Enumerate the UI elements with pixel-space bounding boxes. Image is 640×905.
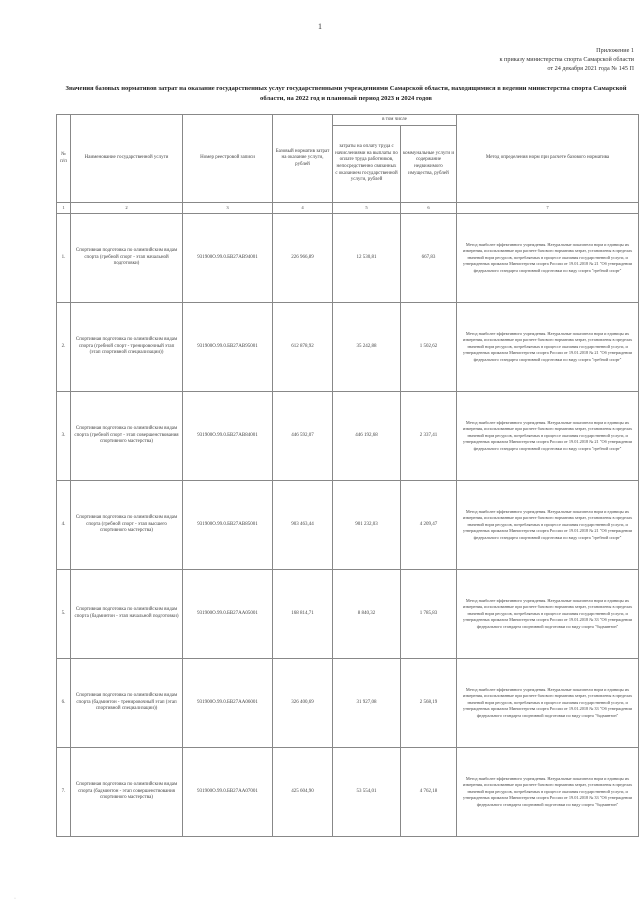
row-reg: 931900О.99.0.БВ27АВ84001 bbox=[183, 392, 273, 481]
document-title: Значения базовых нормативов затрат на оказание государственных услуг государственными учреждениями Самарской области, находящимися в ведении министерства спорта Самарской области, на 2022 год и плановый период 2023 и 2024 годов bbox=[65, 85, 627, 102]
table-row bbox=[57, 214, 639, 303]
row-labor: 35 242,88 bbox=[333, 303, 401, 392]
appendix-line-1: Приложение 1 bbox=[596, 47, 634, 54]
row-num: 5. bbox=[57, 570, 71, 659]
table-row bbox=[57, 303, 639, 392]
appendix-line-2: к приказу министерства спорта Самарской области bbox=[499, 56, 634, 63]
row-service: Спортивная подготовка по олимпийским видам спорта (гребной спорт - этап начальной подготовки) bbox=[71, 214, 183, 303]
header-reg: Номер реестровой записи bbox=[183, 115, 273, 203]
table-row bbox=[57, 392, 639, 481]
row-base: 903 463,44 bbox=[273, 481, 333, 570]
row-service: Спортивная подготовка по олимпийским видам спорта (гребной спорт - этап совершенствования спортивного мастерства) bbox=[71, 392, 183, 481]
row-num: 4. bbox=[57, 481, 71, 570]
header-group: в том числе bbox=[333, 115, 457, 126]
row-util: 1 502,62 bbox=[401, 303, 457, 392]
row-base: 425 604,90 bbox=[273, 748, 333, 837]
row-labor: 12 530,81 bbox=[333, 214, 401, 303]
row-base: 446 592,07 bbox=[273, 392, 333, 481]
header-labor: затраты на оплату труда с начислениями на выплаты по оплате труда работников, непосредственно связанных с оказанием государственной услуги, рублей bbox=[333, 126, 401, 203]
table-header-row bbox=[57, 115, 639, 126]
row-labor: 901 232,03 bbox=[333, 481, 401, 570]
header-method: Метод определения норм при расчете базового норматива bbox=[457, 115, 639, 203]
col-number: 6 bbox=[401, 203, 457, 214]
row-labor: 31 927,08 bbox=[333, 659, 401, 748]
row-service: Спортивная подготовка по олимпийским видам спорта (гребной спорт - тренировочный этап (этап спортивной специализации)) bbox=[71, 303, 183, 392]
row-service: Спортивная подготовка по олимпийским видам спорта (гребной спорт - этап высшего спортивного мастерства) bbox=[71, 481, 183, 570]
col-number: 4 bbox=[273, 203, 333, 214]
row-reg: 931900О.99.0.БВ27АА07001 bbox=[183, 748, 273, 837]
col-number: 5 bbox=[333, 203, 401, 214]
table-row bbox=[57, 659, 639, 748]
appendix-line-3: от 24 декабря 2021 года № 145 П bbox=[547, 65, 634, 72]
row-util: 4 762,18 bbox=[401, 748, 457, 837]
row-num: 7. bbox=[57, 748, 71, 837]
column-numbers-row bbox=[57, 203, 639, 214]
table-row bbox=[57, 481, 639, 570]
row-util: 1 785,83 bbox=[401, 570, 457, 659]
row-labor: 446 192,68 bbox=[333, 392, 401, 481]
header-service: Наименование государственной услуги bbox=[71, 115, 183, 203]
row-reg: 931900О.99.0.БВ27АВ94001 bbox=[183, 214, 273, 303]
row-base: 326 400,69 bbox=[273, 659, 333, 748]
row-service: Спортивная подготовка по олимпийским видам спорта (бадминтон - этап начальной подготовки) bbox=[71, 570, 183, 659]
row-method: Метод наиболее эффективного учреждения. Натуральные показатели норм и единицы их измерения, использованные при расчете базового норматива затрат, установлены в пределах значений норм ресурсов, потребляемых в процессе оказания государственной услуги, и утвержденных приказом Министерства спорта России от 19.01.2018 № 21 "Об утверждении федерального стандарта спортивной подготовки по виду спорта "гребной спорт" bbox=[457, 214, 639, 303]
row-reg: 931900О.99.0.БВ27АА05001 bbox=[183, 570, 273, 659]
row-util: 2 568,19 bbox=[401, 659, 457, 748]
row-util: 2 337,41 bbox=[401, 392, 457, 481]
table-row bbox=[57, 570, 639, 659]
row-base: 168 814,71 bbox=[273, 570, 333, 659]
row-method: Метод наиболее эффективного учреждения. Натуральные показатели норм и единицы их измерения, использованные при расчете базового норматива затрат, установлены в пределах значений норм ресурсов, потребляемых в процессе оказания государственной услуги, и утвержденных приказом Министерства спорта России от 19.01.2018 № 21 "Об утверждении федерального стандарта спортивной подготовки по виду спорта "гребной спорт" bbox=[457, 392, 639, 481]
row-labor: 53 554,01 bbox=[333, 748, 401, 837]
row-reg: 931900О.99.0.БВ27АВ85001 bbox=[183, 481, 273, 570]
row-method: Метод наиболее эффективного учреждения. Натуральные показатели норм и единицы их измерения, использованные при расчете базового норматива затрат, установлены в пределах значений норм ресурсов, потребляемых в процессе оказания государственной услуги, и утвержденных приказом Министерства спорта России от 19.01.2018 № 21 "Об утверждении федерального стандарта спортивной подготовки по виду спорта "гребной спорт" bbox=[457, 481, 639, 570]
norms-table bbox=[56, 114, 639, 837]
row-num: 3. bbox=[57, 392, 71, 481]
row-base: 226 966,89 bbox=[273, 214, 333, 303]
appendix-block bbox=[414, 46, 634, 73]
row-num: 6. bbox=[57, 659, 71, 748]
row-base: 612 878,92 bbox=[273, 303, 333, 392]
row-method: Метод наиболее эффективного учреждения. Натуральные показатели норм и единицы их измерения, использованные при расчете базового норматива затрат, установлены в пределах значений норм ресурсов, потребляемых в процессе оказания государственной услуги, и утвержденных приказом Министерства спорта России от 19.01.2018 № 33 "Об утверждении федерального стандарта спортивной подготовки по виду спорта "бадминтон" bbox=[457, 748, 639, 837]
row-num: 2. bbox=[57, 303, 71, 392]
col-number: 3 bbox=[183, 203, 273, 214]
page-number: 1 bbox=[318, 22, 322, 31]
row-service: Спортивная подготовка по олимпийским видам спорта (бадминтон - тренировочный этап (этап спортивной специализации)) bbox=[71, 659, 183, 748]
row-service: Спортивная подготовка по олимпийским видам спорта (бадминтон - этап совершенствования спортивного мастерства) bbox=[71, 748, 183, 837]
header-base: Базовый норматив затрат на оказание услуги, рублей bbox=[273, 115, 333, 203]
row-method: Метод наиболее эффективного учреждения. Натуральные показатели норм и единицы их измерения, использованные при расчете базового норматива затрат, установлены в пределах значений норм ресурсов, потребляемых в процессе оказания государственной услуги, и утвержденных приказом Министерства спорта России от 19.01.2018 № 21 "Об утверждении федерального стандарта спортивной подготовки по виду спорта "гребной спорт" bbox=[457, 303, 639, 392]
table-row bbox=[57, 748, 639, 837]
row-reg: 931900О.99.0.БВ27АА06001 bbox=[183, 659, 273, 748]
row-reg: 931900О.99.0.БВ27АВ95001 bbox=[183, 303, 273, 392]
row-labor: 8 840,32 bbox=[333, 570, 401, 659]
header-utilities: коммунальные услуги и содержание недвижимого имущества, рублей bbox=[401, 126, 457, 203]
margin-mark: · bbox=[14, 896, 16, 902]
row-method: Метод наиболее эффективного учреждения. Натуральные показатели норм и единицы их измерения, использованные при расчете базового норматива затрат, установлены в пределах значений норм ресурсов, потребляемых в процессе оказания государственной услуги, и утвержденных приказом Министерства спорта России от 19.01.2018 № 33 "Об утверждении федерального стандарта спортивной подготовки по виду спорта "бадминтон" bbox=[457, 570, 639, 659]
row-util: 4 209,47 bbox=[401, 481, 457, 570]
row-util: 667,83 bbox=[401, 214, 457, 303]
row-method: Метод наиболее эффективного учреждения. Натуральные показатели норм и единицы их измерения, использованные при расчете базового норматива затрат, установлены в пределах значений норм ресурсов, потребляемых в процессе оказания государственной услуги, и утвержденных приказом Министерства спорта России от 19.01.2018 № 33 "Об утверждении федерального стандарта спортивной подготовки по виду спорта "бадминтон" bbox=[457, 659, 639, 748]
col-number: 1 bbox=[57, 203, 71, 214]
col-number: 2 bbox=[71, 203, 183, 214]
header-num: № п/п bbox=[57, 115, 71, 203]
col-number: 7 bbox=[457, 203, 639, 214]
row-num: 1. bbox=[57, 214, 71, 303]
